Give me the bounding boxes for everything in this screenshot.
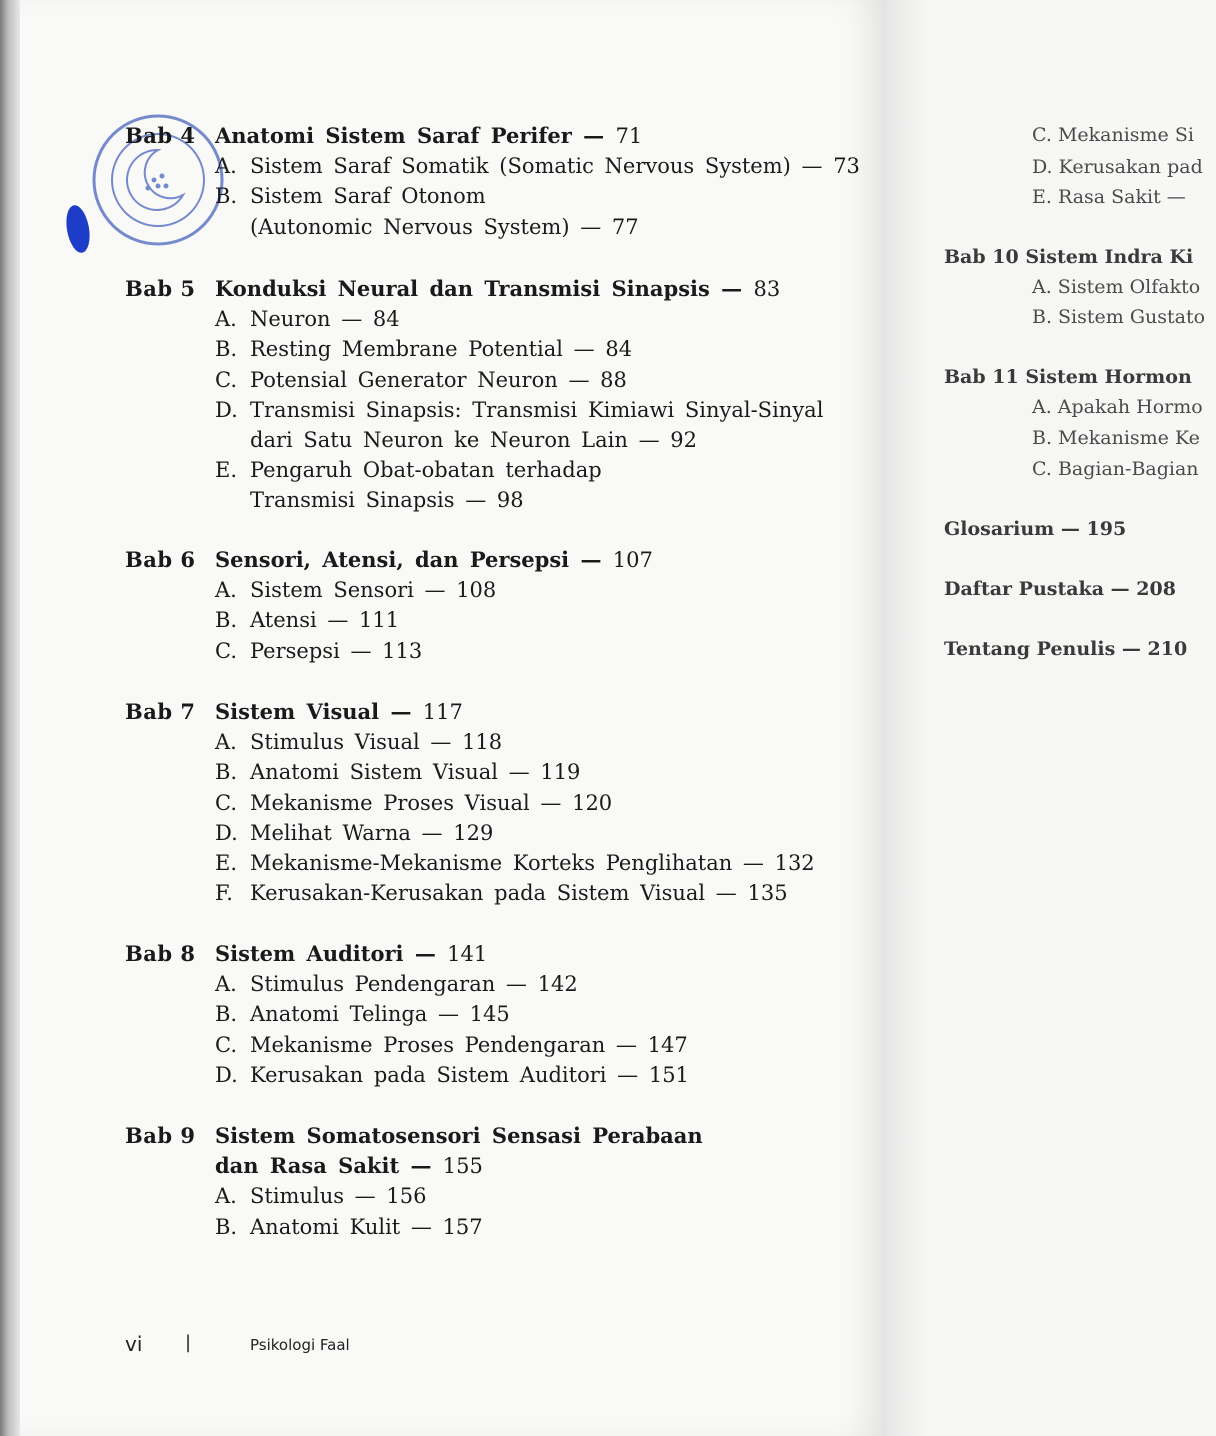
toc-item: B. Anatomi Kulit — 157 [215,1214,483,1239]
chapter-title: Sistem Visual — 117 [215,699,463,724]
right-toc-line: C. Mekanisme Si [1032,124,1194,146]
toc-item: C. Mekanisme Proses Pendengaran — 147 [215,1032,688,1057]
chapter-title: Anatomi Sistem Saraf Perifer — 71 [215,123,643,148]
right-toc-chapter: Bab 10 Sistem Indra Ki [944,246,1194,268]
chapter-title: Sensori, Atensi, dan Persepsi — 107 [215,547,653,572]
right-toc-line: B. Mekanisme Ke [1032,427,1200,449]
right-toc-line: A. Apakah Hormo [1032,396,1203,418]
right-page [886,0,1216,1436]
chapter-number: Bab 7 [125,699,196,724]
toc-item: A. Stimulus Pendengaran — 142 [215,972,578,997]
toc-item: C. Potensial Generator Neuron — 88 [215,367,627,392]
chapter-bab-9 [125,1121,703,1242]
toc-item: B. Resting Membrane Potential — 84 [215,337,633,362]
toc-item: A. Sistem Sensori — 108 [215,578,497,603]
right-toc-daftar-pustaka: Daftar Pustaka — 208 [944,578,1176,600]
footer-separator: | [185,1332,192,1353]
toc-item: A. Stimulus — 156 [215,1184,427,1209]
toc-item: F. Kerusakan-Kerusakan pada Sistem Visual — 135 [215,881,788,906]
toc-item: B. Anatomi Telinga — 145 [215,1002,510,1027]
toc-item: E. Mekanisme-Mekanisme Korteks Penglihatan — 132 [215,851,815,876]
right-toc-line: B. Sistem Gustato [1032,306,1206,328]
toc-item: B. Anatomi Sistem Visual — 119 [215,760,581,785]
toc-item: E. Pengaruh Obat-obatan terhadap [215,458,602,483]
toc-item: A. Stimulus Visual — 118 [215,730,503,755]
chapter-bab-6 [125,545,653,666]
toc-item: B. Atensi — 111 [215,608,400,633]
toc-item: D. Transmisi Sinapsis: Transmisi Kimiawi Sinyal-Sinyal [215,397,824,422]
chapter-title: Konduksi Neural dan Transmisi Sinapsis — 83 [215,276,781,301]
book-title: Psikologi Faal [250,1336,350,1354]
toc-item: (Autonomic Nervous System) — 77 [250,214,639,239]
right-toc-line: A. Sistem Olfakto [1032,276,1201,298]
right-toc-line: C. Bagian-Bagian [1032,458,1199,480]
chapter-title: Sistem Somatosensori Sensasi Perabaan dan Rasa Sakit — 155 [215,1123,703,1179]
toc-item: C. Mekanisme Proses Visual — 120 [215,790,613,815]
toc-item: B. Sistem Saraf Otonom [215,184,486,209]
chapter-bab-4 [125,121,860,242]
chapter-bab-7 [125,697,815,908]
right-toc-line: E. Rasa Sakit — [1032,186,1186,208]
chapter-number: Bab 4 [125,123,196,148]
chapter-bab-5 [125,274,823,516]
chapter-number: Bab 8 [125,941,196,966]
right-toc-glosarium: Glosarium — 195 [944,518,1127,540]
toc-item: D. Melihat Warna — 129 [215,820,494,845]
toc-item: A. Neuron — 84 [215,307,400,332]
book-spine-edge [0,0,20,1436]
toc-item: dari Satu Neuron ke Neuron Lain — 92 [250,428,697,453]
chapter-number: Bab 6 [125,547,196,572]
chapter-number: Bab 5 [125,276,196,301]
chapter-number: Bab 9 [125,1123,196,1148]
right-toc-chapter: Bab 11 Sistem Hormon [944,366,1192,388]
page-number: vi [125,1332,143,1356]
chapter-title: Sistem Auditori — 141 [215,941,488,966]
toc-item: Transmisi Sinapsis — 98 [250,488,524,513]
toc-item: A. Sistem Saraf Somatik (Somatic Nervous System) — 73 [215,154,860,179]
toc-item: D. Kerusakan pada Sistem Auditori — 151 [215,1062,689,1087]
right-toc-tentang-penulis: Tentang Penulis — 210 [944,638,1188,660]
chapter-bab-8 [125,939,689,1090]
right-toc-line: D. Kerusakan pad [1032,156,1203,178]
toc-item: C. Persepsi — 113 [215,638,423,663]
